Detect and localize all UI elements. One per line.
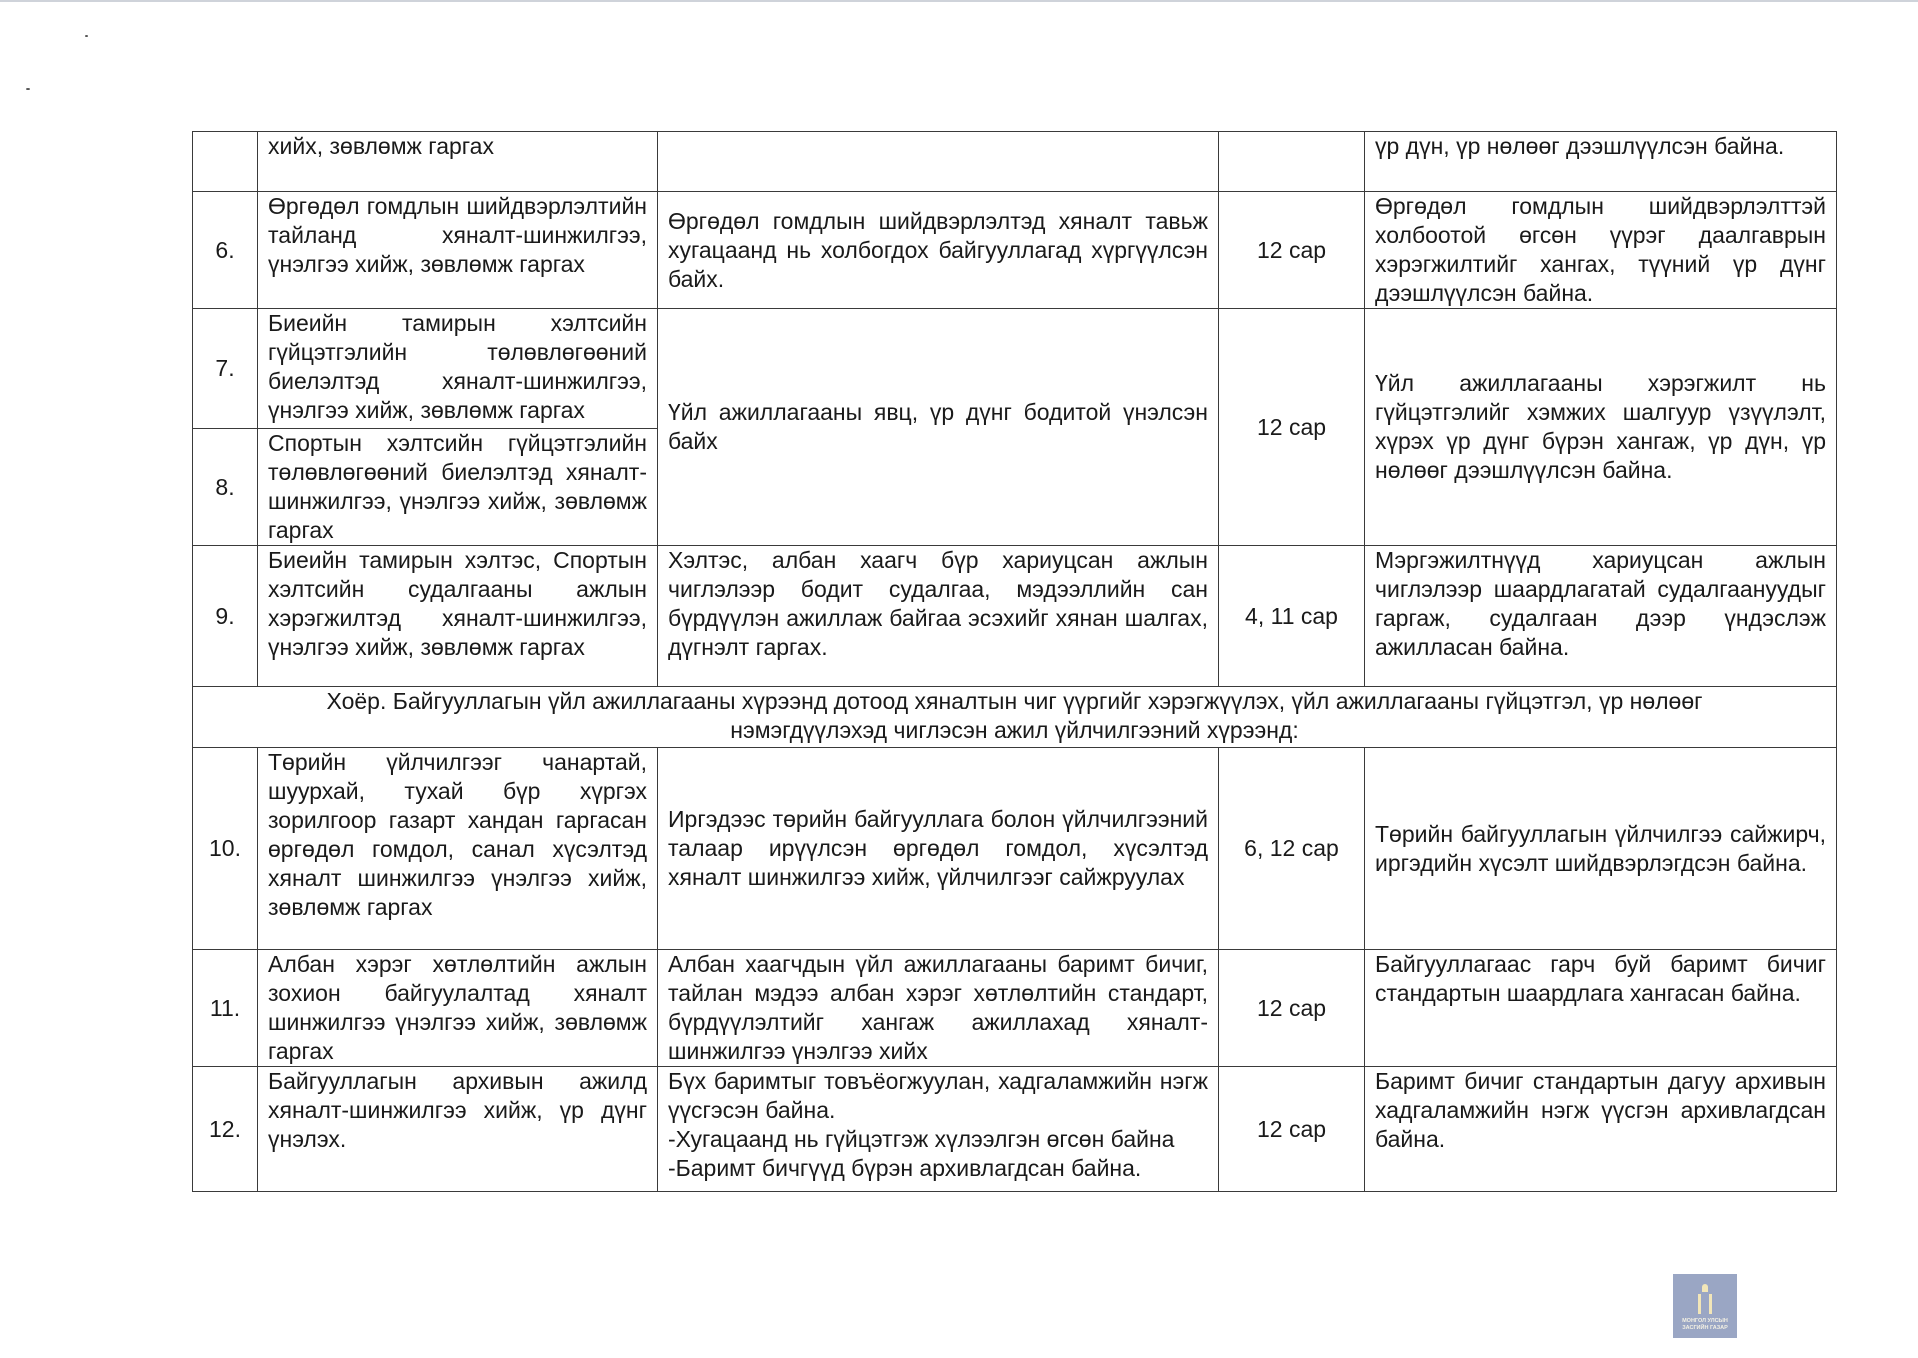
criteria-line: -Хугацаанд нь гүйцэтгэж хүлээлгэн өгсөн байна: [668, 1126, 1175, 1152]
cell-task: хийх, зөвлөмж гаргах: [258, 132, 658, 192]
section-heading-line-1: Хоёр. Байгууллагын үйл ажиллагааны хүрээнд дотоод хяналтын чиг үүргийг хэрэгжүүлэх, үйл ажиллагааны гүйцэтгэл, үр нөлөөг: [326, 688, 1703, 714]
cell-criteria: Иргэдээс төрийн байгууллага болон үйлчилгээний талаар ирүүлсэн өргөдөл гомдол, хүсэлтэд хяналт шинжилгээ хийж, үйлчилгээг сайжруулах: [658, 748, 1219, 950]
cell-num: 12.: [193, 1067, 258, 1192]
cell-outcome: Төрийн байгууллагын үйлчилгээ сайжирч, иргэдийн хүсэлт шийдвэрлэгдсэн байна.: [1365, 748, 1837, 950]
logo-line-1: МОНГОЛ УЛСЫН: [1682, 1318, 1728, 1324]
cell-task: Төрийн үйлчилгээг чанартай, шуурхай, тухай бүр хүргэх зорилгоор газарт хандан гаргасан өргөдөл гомдол, санал хүсэлтэд хяналт шинжилгээ үнэлгээ хийж, зөвлөмж гаргах: [258, 748, 658, 950]
cell-outcome: Баримт бичиг стандартын дагуу архивын хадгаламжийн нэгж үүсгэн архивлагдсан байна.: [1365, 1067, 1837, 1192]
scan-speck: [85, 35, 88, 37]
cell-task: Биеийн тамирын хэлтсийн гүйцэтгэлийн төлөвлөгөөний биелэлтэд хяналт-шинжилгээ, үнэлгээ хийж, зөвлөмж гаргах: [258, 309, 658, 429]
cell-criteria: [658, 132, 1219, 192]
table-row-11: [193, 950, 1837, 1067]
logo-line-2: ЗАСГИЙН ГАЗАР: [1682, 1325, 1728, 1331]
cell-task: Байгууллагын архивын ажилд хяналт-шинжилгээ хийж, үр дүнг үнэлэх.: [258, 1067, 658, 1192]
cell-term: 12 сар: [1219, 192, 1365, 309]
cell-criteria-merged: Үйл ажиллагааны явц, үр дүнг бодитой үнэлсэн байх: [658, 309, 1219, 546]
logo-caption: [1682, 1318, 1728, 1332]
criteria-line: -Баримт бичгүүд бүрэн архивлагдсан байна.: [668, 1155, 1142, 1181]
cell-task: Өргөдөл гомдлын шийдвэрлэлтийн тайланд хяналт-шинжилгээ, үнэлгээ хийж, зөвлөмж гаргах: [258, 192, 658, 309]
scan-speck: [26, 88, 30, 90]
cell-outcome-merged: Үйл ажиллагааны хэрэгжилт нь гүйцэтгэлийг хэмжих шалгуур үзүүлэлт, хүрэх үр дүнг бүрэн хангаж, үр дүн, үр нөлөөг дээшлүүлсэн байна.: [1365, 309, 1837, 546]
cell-criteria: [658, 1067, 1219, 1192]
cell-outcome: үр дүн, үр нөлөөг дээшлүүлсэн байна.: [1365, 132, 1837, 192]
table-row-6: [193, 192, 1837, 309]
cell-task: Албан хэрэг хөтлөлтийн ажлын зохион байгуулалтад хяналт шинжилгээ үнэлгээ хийж, зөвлөмж гаргах: [258, 950, 658, 1067]
cell-num: 9.: [193, 546, 258, 687]
government-logo: [1673, 1274, 1737, 1338]
action-plan-table: [192, 131, 1837, 1192]
cell-criteria: Албан хаагчдын үйл ажиллагааны баримт бичиг, тайлан мэдээ албан хэрэг хөтлөлтийн стандарт, бүрдүүлэлтийг хангаж ажиллахад хяналт-шинжилгээ үнэлгээ хийх: [658, 950, 1219, 1067]
cell-num: [193, 132, 258, 192]
cell-num: 6.: [193, 192, 258, 309]
cell-term-merged: 12 сар: [1219, 309, 1365, 546]
table-row-9: [193, 546, 1837, 687]
table-row-7: [193, 309, 1837, 429]
cell-num: 11.: [193, 950, 258, 1067]
section-two-heading: [193, 687, 1837, 748]
cell-outcome: Өргөдөл гомдлын шийдвэрлэлттэй холбоотой өгсөн үүрэг даалгаврын хэрэгжилтийг хангах, түүний үр дүнг дээшлүүлсэн байна.: [1365, 192, 1837, 309]
cell-criteria: Өргөдөл гомдлын шийдвэрлэлтэд хяналт тавьж хугацаанд нь холбогдох байгууллагад хүргүүлсэн байх.: [658, 192, 1219, 309]
table-row-12: [193, 1067, 1837, 1192]
section-header-row: [193, 687, 1837, 748]
cell-num: 8.: [193, 429, 258, 546]
criteria-line: Бүх баримтыг товъёогжуулан, хадгаламжийн нэгж үүсгэсэн байна.: [668, 1068, 1208, 1123]
cell-term: 12 сар: [1219, 1067, 1365, 1192]
cell-num: 7.: [193, 309, 258, 429]
cell-task: Биеийн тамирын хэлтэс, Спортын хэлтсийн судалгааны ажлын хэрэгжилтэд хяналт-шинжилгээ, үнэлгээ хийж, зөвлөмж гаргах: [258, 546, 658, 687]
cell-outcome: Мэргэжилтнүүд хариуцсан ажлын чиглэлээр шаардлагатай судалгаануудыг гаргаж, судалгаан дээр үндэслэж ажилласан байна.: [1365, 546, 1837, 687]
cell-num: 10.: [193, 748, 258, 950]
cell-term: 12 сар: [1219, 950, 1365, 1067]
table-row-10: [193, 748, 1837, 950]
cell-term: 6, 12 сар: [1219, 748, 1365, 950]
cell-criteria: Хэлтэс, албан хаагч бүр хариуцсан ажлын чиглэлээр бодит судалгаа, мэдээллийн сан бүрдүүлэн ажиллаж байгаа эсэхийг хянан шалгах, дүгнэлт гаргах.: [658, 546, 1219, 687]
table-row-continuation: [193, 132, 1837, 192]
cell-outcome: Байгууллагаас гарч буй баримт бичиг стандартын шаардлага хангасан байна.: [1365, 950, 1837, 1067]
scan-edge: [0, 0, 1918, 2]
cell-task: Спортын хэлтсийн гүйцэтгэлийн төлөвлөгөөний биелэлтэд хяналт-шинжилгээ, үнэлгээ хийж, зөвлөмж гаргах: [258, 429, 658, 546]
soyombo-emblem-icon: [1698, 1284, 1712, 1314]
cell-term: 4, 11 сар: [1219, 546, 1365, 687]
cell-term: [1219, 132, 1365, 192]
section-heading-line-2: нэмэгдүүлэхэд чиглэсэн ажил үйлчилгээний хүрээнд:: [730, 717, 1299, 743]
